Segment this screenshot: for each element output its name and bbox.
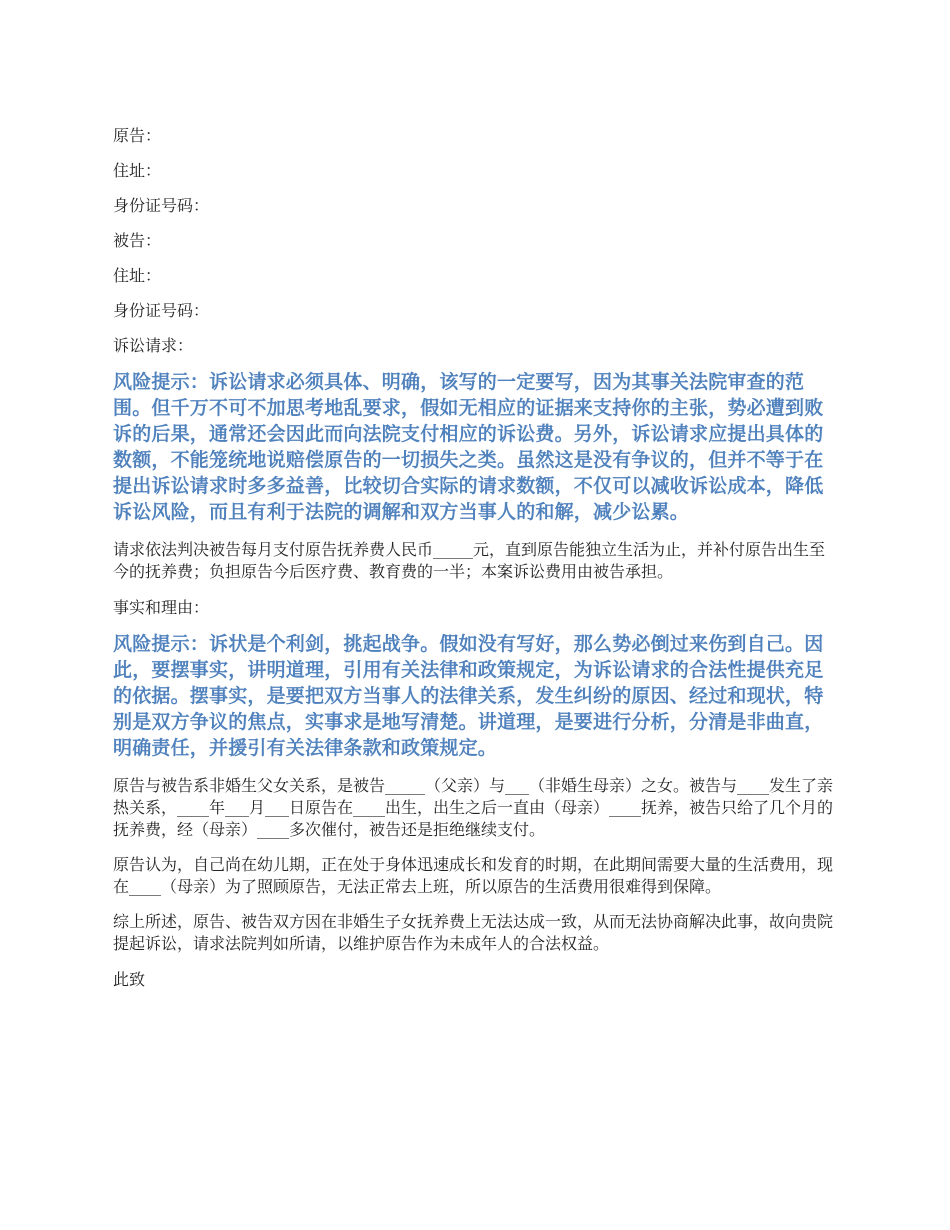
facts-paragraph-2: 原告认为，自己尚在幼儿期，正在处于身体迅速成长和发育的时期，在此期间需要大量的生活费用，现在____（母亲）为了照顾原告，无法正常去上班，所以原告的生活费用很难得到保障。 [113,855,834,896]
facts-label: 事实和理由： [113,598,210,617]
defendant-label: 被告： [113,231,162,250]
facts-paragraph-3: 综上所述，原告、被告双方因在非婚生子女抚养费上无法达成一致，从而无法协商解决此事，故向贵院提起诉讼，请求法院判如所请，以维护原告作为未成年人的合法权益。 [113,912,834,953]
defendant-address-label: 住址： [113,266,162,285]
plaintiff-id-label: 身份证号码： [113,196,210,215]
closing-salutation: 此致 [113,970,146,989]
document-body [113,124,833,1003]
claims-text: 请求依法判决被告每月支付原告抚养费人民币_____元，直到原告能独立生活为止，并补付原告出生至今的抚养费；负担原告今后医疗费、教育费的一半；本案诉讼费用由被告承担。 [113,540,826,581]
risk-tip-claims: 风险提示：诉讼请求必须具体、明确，该写的一定要写，因为其事关法院审查的范围。但千万不可不加思考地乱要求，假如无相应的证据来支持你的主张，势必遭到败诉的后果，通常还会因此而向法院支付相应的诉讼费。另外，诉讼请求应提出具体的数额，不能笼统地说赔偿原告的一切损失之类。虽然这是没有争议的，但并不等于在提出诉讼请求时多多益善，比较切合实际的请求数额，不仅可以减收诉讼成本，降低诉讼风险，而且有利于法院的调解和双方当事人的和解，减少讼累。 [113,371,824,523]
facts-paragraph-1: 原告与被告系非婚生父女关系，是被告_____（父亲）与___（非婚生母亲）之女。被告与____发生了亲热关系，____年___月___日原告在____出生，出生之后一直由（母亲）____抚养，被告只给了几个月的抚养费，经（母亲）____多次催付，被告还是拒绝继续支付。 [113,776,834,839]
defendant-id-label: 身份证号码： [113,301,210,320]
claims-label: 诉讼请求： [113,336,194,355]
risk-tip-facts: 风险提示：诉状是个利剑，挑起战争。假如没有写好，那么势必倒过来伤到自己。因此，要摆事实，讲明道理，引用有关法律和政策规定，为诉讼请求的合法性提供充足的依据。摆事实，是要把双方当事人的法律关系，发生纠纷的原因、经过和现状，特别是双方争议的焦点，实事求是地写清楚。讲道理，是要进行分析，分清是非曲直，明确责任，并援引有关法律条款和政策规定。 [113,633,824,759]
plaintiff-label: 原告： [113,126,162,145]
plaintiff-address-label: 住址： [113,161,162,180]
